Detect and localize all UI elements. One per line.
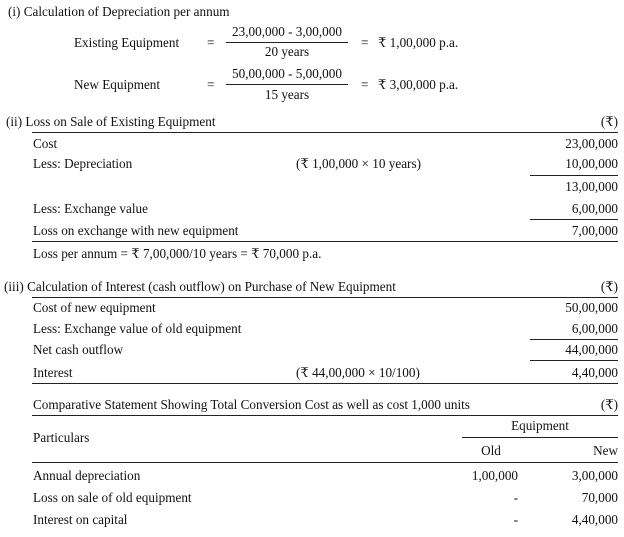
row-label: Loss on exchange with new equipment bbox=[33, 223, 239, 238]
rule bbox=[32, 132, 618, 133]
rule bbox=[32, 383, 618, 384]
column-header-particulars: Particulars bbox=[33, 430, 90, 445]
currency-label: (₹) bbox=[600, 279, 618, 294]
new-equipment-label: New Equipment bbox=[74, 77, 161, 92]
section-2-heading: (ii) Loss on Sale of Existing Equipment bbox=[6, 114, 216, 129]
fraction-numerator: 23,00,000 - 3,00,000 bbox=[232, 24, 342, 39]
existing-equipment-label: Existing Equipment bbox=[74, 35, 180, 50]
table-cell-old: 1,00,000 bbox=[471, 468, 518, 483]
row-amount: 13,00,000 bbox=[565, 179, 618, 194]
currency-label: (₹) bbox=[600, 114, 618, 129]
row-amount: 4,40,000 bbox=[571, 365, 618, 380]
comparative-statement-heading: Comparative Statement Showing Total Conversion Cost as well as cost 1,000 units bbox=[33, 397, 470, 412]
equals-sign: = bbox=[207, 35, 215, 50]
table-row-label: Loss on sale of old equipment bbox=[33, 490, 192, 505]
equals-sign: = bbox=[361, 77, 369, 92]
loss-per-annum: Loss per annum = ₹ 7,00,000/10 years = ₹ 70,000 p.a. bbox=[33, 246, 322, 261]
result-value: ₹ 1,00,000 p.a. bbox=[378, 35, 459, 50]
equals-sign: = bbox=[207, 77, 215, 92]
fraction-denominator: 20 years bbox=[264, 44, 310, 59]
row-label: Less: Depreciation bbox=[33, 156, 133, 171]
column-group-equipment: Equipment bbox=[511, 418, 569, 433]
subtotal-rule bbox=[530, 219, 618, 220]
table-row-label: Interest on capital bbox=[33, 512, 128, 527]
row-amount: 6,00,000 bbox=[571, 201, 618, 216]
rule bbox=[32, 241, 618, 242]
subtotal-rule bbox=[530, 360, 618, 361]
group-rule bbox=[462, 437, 618, 438]
row-label: Less: Exchange value bbox=[33, 201, 148, 216]
row-amount: 10,00,000 bbox=[565, 156, 618, 171]
row-amount: 6,00,000 bbox=[571, 321, 618, 336]
fraction-numerator: 50,00,000 - 5,00,000 bbox=[232, 66, 342, 81]
row-label: Less: Exchange value of old equipment bbox=[33, 321, 242, 336]
column-header-old: Old bbox=[481, 443, 501, 458]
row-note: (₹ 1,00,000 × 10 years) bbox=[296, 156, 421, 171]
subtotal-rule bbox=[530, 339, 618, 340]
rule bbox=[32, 462, 618, 463]
row-amount: 7,00,000 bbox=[571, 223, 618, 238]
row-label: Cost of new equipment bbox=[33, 300, 156, 315]
row-label: Net cash outflow bbox=[33, 342, 124, 357]
result-value: ₹ 3,00,000 p.a. bbox=[378, 77, 459, 92]
fraction-line bbox=[226, 84, 348, 85]
row-amount: 44,00,000 bbox=[565, 342, 618, 357]
fraction-line bbox=[226, 42, 348, 43]
section-3-heading: (iii) Calculation of Interest (cash outflow) on Purchase of New Equipment bbox=[4, 279, 396, 294]
section-1-heading: (i) Calculation of Depreciation per annum bbox=[8, 4, 230, 19]
row-note: (₹ 44,00,000 × 10/100) bbox=[296, 365, 420, 380]
row-amount: 50,00,000 bbox=[565, 300, 618, 315]
row-label: Cost bbox=[33, 136, 58, 151]
row-amount: 23,00,000 bbox=[565, 136, 618, 151]
equals-sign: = bbox=[361, 35, 369, 50]
row-label: Interest bbox=[33, 365, 73, 380]
rule bbox=[32, 297, 618, 298]
currency-label: (₹) bbox=[600, 397, 618, 412]
fraction-denominator: 15 years bbox=[264, 87, 310, 102]
table-cell-new: 3,00,000 bbox=[571, 468, 618, 483]
table-cell-old: - bbox=[513, 512, 518, 527]
subtotal-rule bbox=[530, 175, 618, 176]
table-cell-new: 4,40,000 bbox=[571, 512, 618, 527]
table-cell-old: - bbox=[513, 490, 518, 505]
column-header-new: New bbox=[593, 443, 618, 458]
rule bbox=[32, 415, 618, 416]
table-row-label: Annual depreciation bbox=[33, 468, 141, 483]
table-cell-new: 70,000 bbox=[581, 490, 618, 505]
